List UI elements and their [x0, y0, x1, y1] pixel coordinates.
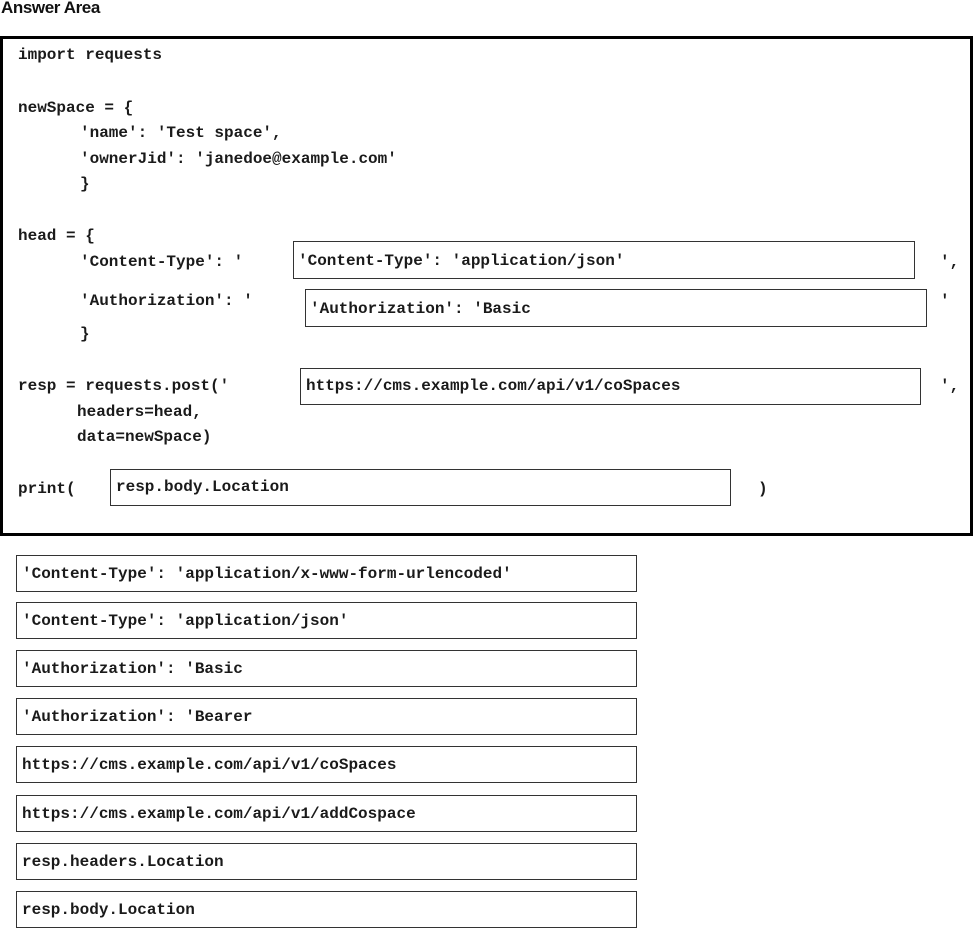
option-label: resp.body.Location	[22, 901, 195, 919]
code-line-name: 'name': 'Test space',	[80, 124, 282, 142]
content-type-drop-slot[interactable]	[293, 241, 915, 279]
code-content-type-suffix: ',	[940, 253, 960, 271]
code-print-prefix: print(	[18, 480, 76, 498]
answer-area-box	[0, 36, 973, 536]
code-line-head: head = {	[18, 227, 95, 245]
code-line-import: import requests	[18, 46, 163, 64]
url-slot-value: https://cms.example.com/api/v1/coSpaces	[306, 377, 681, 395]
option-label: 'Authorization': 'Basic	[22, 660, 243, 678]
option-authorization-bearer[interactable]	[16, 698, 637, 735]
code-line-close-brace-1: }	[80, 175, 90, 193]
option-resp-headers-location[interactable]	[16, 843, 637, 880]
code-line-data: data=newSpace)	[77, 428, 212, 446]
code-authorization-prefix: 'Authorization': '	[80, 292, 253, 310]
code-authorization-suffix: '	[940, 292, 950, 310]
code-content-type-prefix: 'Content-Type': '	[80, 253, 244, 271]
code-line-newspace: newSpace = {	[18, 99, 134, 117]
code-line-headers: headers=head,	[77, 403, 202, 421]
authorization-drop-slot[interactable]	[305, 289, 927, 327]
option-url-cospaces[interactable]	[16, 746, 637, 783]
answer-area-title: Answer Area	[1, 0, 100, 17]
print-drop-slot[interactable]	[110, 469, 731, 506]
option-label: resp.headers.Location	[22, 853, 224, 871]
code-print-suffix: )	[758, 480, 768, 498]
option-url-addcospace[interactable]	[16, 795, 637, 832]
option-label: https://cms.example.com/api/v1/coSpaces	[22, 756, 397, 774]
option-authorization-basic[interactable]	[16, 650, 637, 687]
option-label: 'Content-Type': 'application/json'	[22, 612, 349, 630]
option-resp-body-location[interactable]	[16, 891, 637, 928]
option-content-type-json[interactable]	[16, 602, 637, 639]
code-resp-suffix: ',	[940, 377, 960, 395]
code-resp-prefix: resp = requests.post('	[18, 377, 230, 395]
code-line-owner: 'ownerJid': 'janedoe@example.com'	[80, 150, 397, 168]
code-line-close-brace-2: }	[80, 325, 90, 343]
print-slot-value: resp.body.Location	[116, 478, 289, 496]
authorization-slot-value: 'Authorization': 'Basic	[310, 300, 531, 318]
option-content-type-urlencoded[interactable]	[16, 555, 637, 592]
option-label: 'Content-Type': 'application/x-www-form-urlencoded'	[22, 565, 512, 583]
option-label: https://cms.example.com/api/v1/addCospace	[22, 805, 416, 823]
content-type-slot-value: 'Content-Type': 'application/json'	[298, 252, 625, 270]
url-drop-slot[interactable]	[300, 368, 921, 405]
option-label: 'Authorization': 'Bearer	[22, 708, 253, 726]
